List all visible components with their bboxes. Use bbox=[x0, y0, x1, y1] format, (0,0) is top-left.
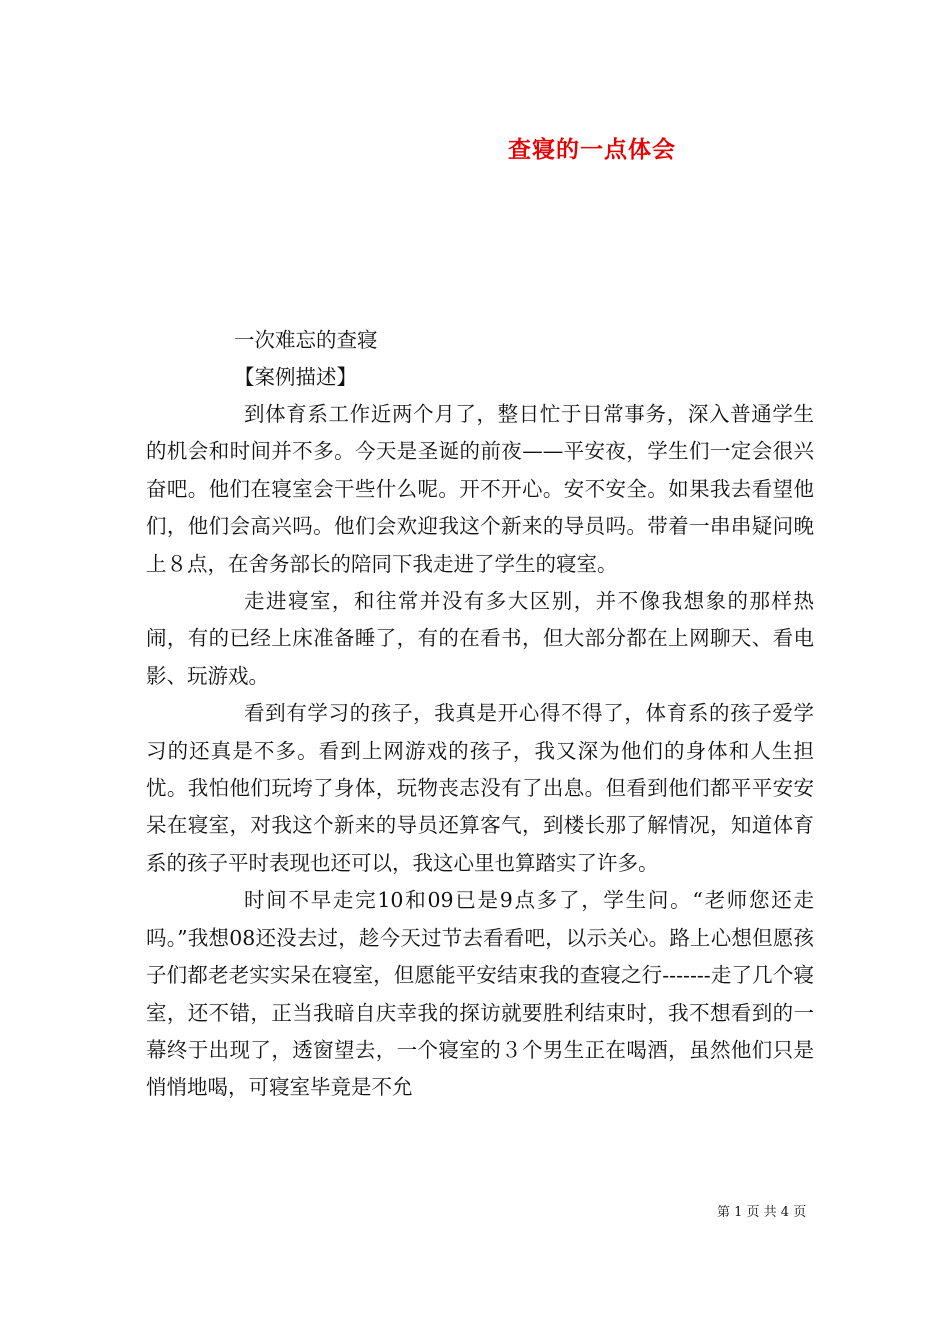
paragraph: 到体育系工作近两个月了，整日忙于日常事务，深入普通学生的机会和时间并不多。今天是圣诞的前夜——平安夜，学生们一定会很兴奋吧。他们在寝室会干些什么呢。开不开心。安不安全。如果我去看望他们，他们会高兴吗。他们会欢迎我这个新来的导员吗。带着一串串疑问晚上８点，在舍务部长的陪同下我走进了学生的寝室。 bbox=[146, 402, 814, 576]
paragraph: 走进寝室，和往常并没有多大区别，并不像我想象的那样热闹，有的已经上床准备睡了，有的在看书，但大部分都在上网聊天、看电影、玩游戏。 bbox=[146, 589, 814, 688]
paragraph: 时间不早走完10和09已是9点多了，学生问。“老师您还走吗。”我想08还没去过，趁今天过节去看看吧，以示关心。路上心想但愿孩子们都老老实实呆在寝室，但愿能平安结束我的查寝之行-------走了几个寝室，还不错，正当我暗自庆幸我的探访就要胜利结束时，我不想看到的一幕终于出现了，透窗望去，一个寝室的３个男生正在喝酒，虽然他们只是悄悄地喝，可寝室毕竟是不允 bbox=[146, 888, 814, 1100]
page-footer: 第 1 页 共 4 页 bbox=[717, 1205, 807, 1220]
section-label: 【案例描述】 bbox=[234, 365, 357, 389]
subheading: 一次难忘的查寝 bbox=[234, 328, 378, 352]
paragraph: 看到有学习的孩子，我真是开心得不得了，体育系的孩子爱学习的还真是不多。看到上网游戏的孩子，我又深为他们的身体和人生担忧。我怕他们玩垮了身体，玩物丧志没有了出息。但看到他们都平平安安呆在寝室，对我这个新来的导员还算客气，到楼长那了解情况，知道体育系的孩子平时表现也还可以，我这心里也算踏实了许多。 bbox=[146, 701, 814, 875]
document-title: 查寝的一点体会 bbox=[508, 136, 676, 163]
body-text bbox=[146, 396, 814, 1107]
